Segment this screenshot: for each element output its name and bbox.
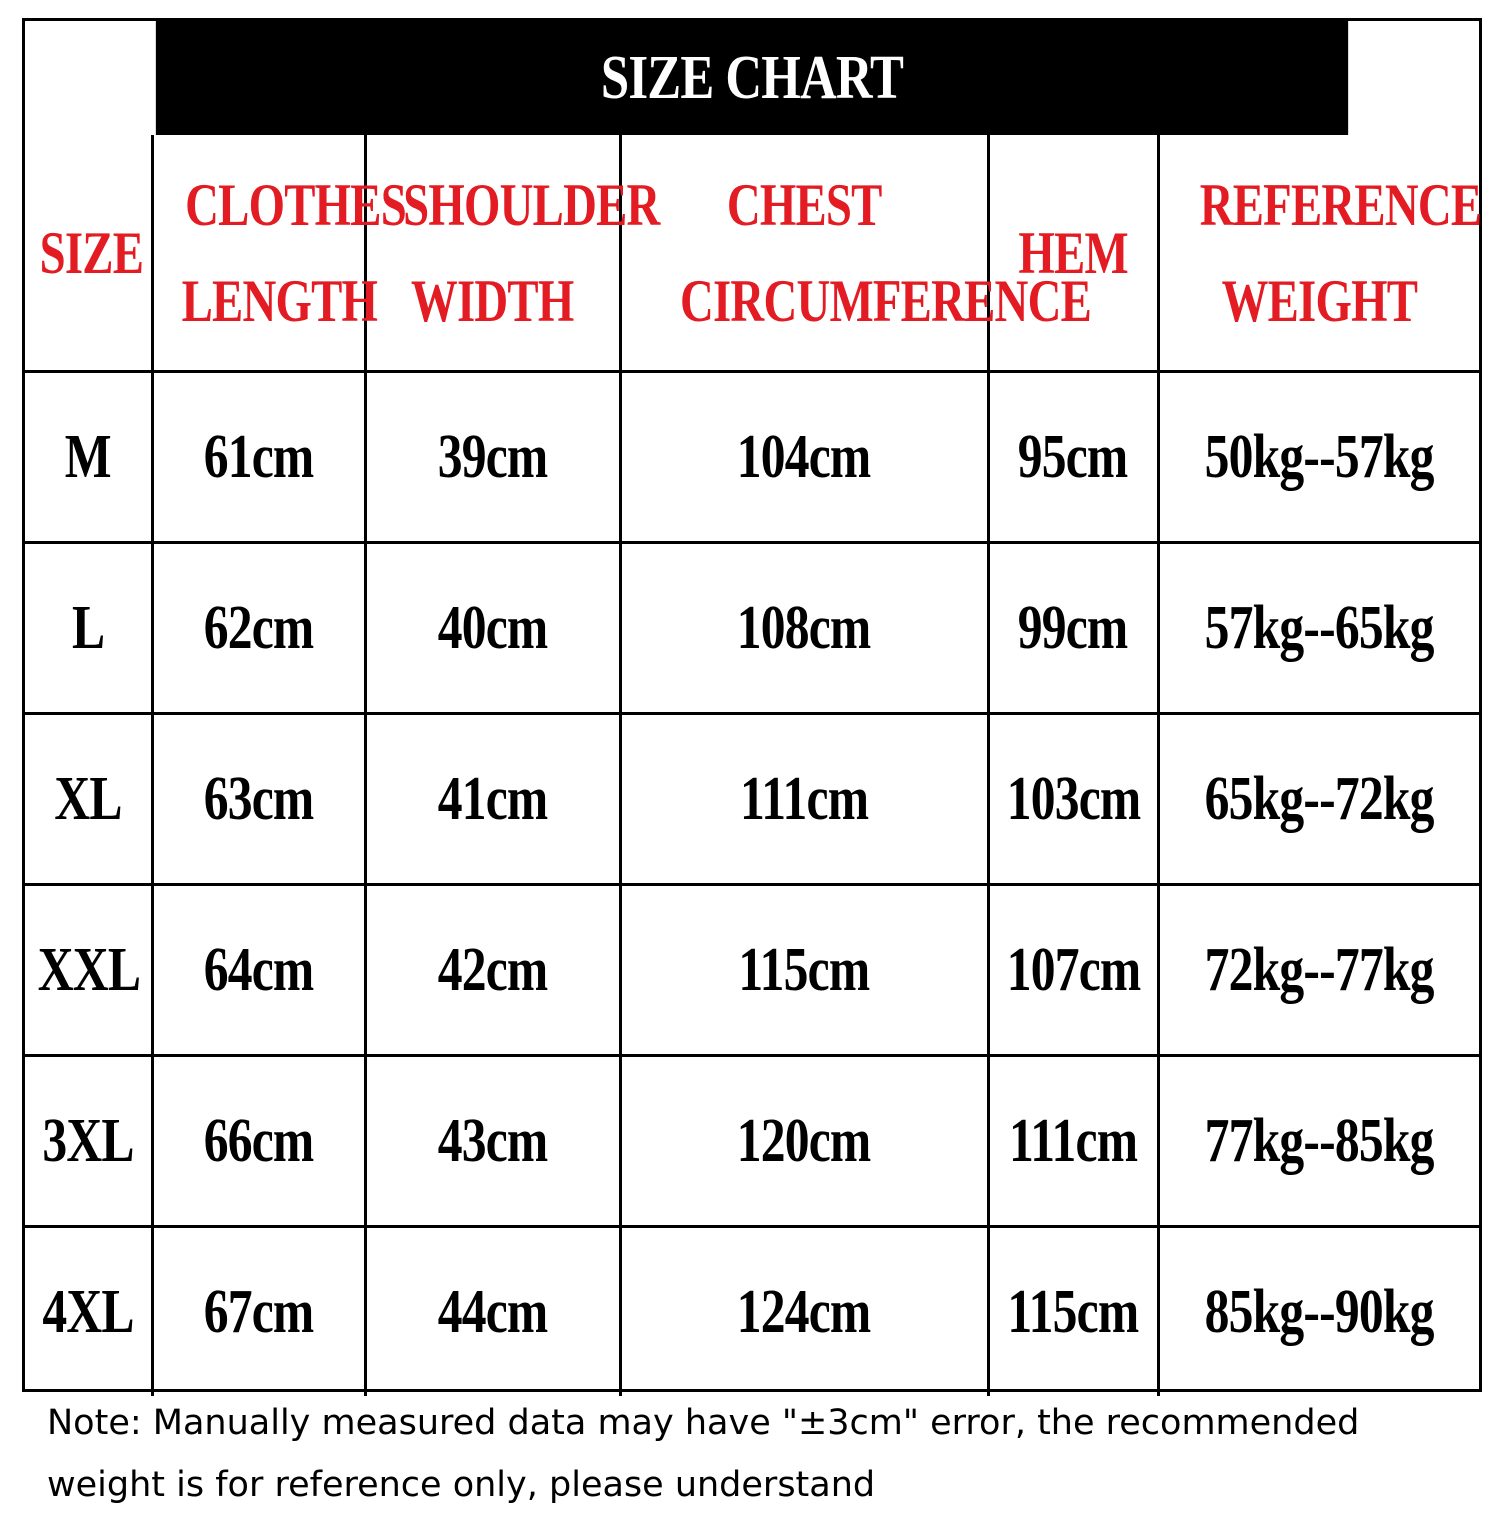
cell-chest-circumference [620,372,988,543]
cell-value: 99cm [1018,593,1128,662]
cell-value: 115cm [1007,1277,1139,1346]
cell-value: 41cm [437,764,548,833]
measurement-note: Note: Manually measured data may have "±3cm" error, the recommended weight is for reference only, please understand [47,1403,1360,1505]
cell-shoulder-width [365,885,620,1056]
cell-clothes-length [152,1056,365,1227]
cell-chest-circumference [620,714,988,885]
cell-clothes-length [152,372,365,543]
cell-value: 65kg--72kg [1204,764,1434,833]
cell-size [25,1056,152,1227]
cell-value: 57kg--65kg [1204,593,1434,662]
cell-value: 77kg--85kg [1204,1106,1434,1175]
header-label-line2: WIDTH [411,267,574,334]
cell-value: 72kg--77kg [1204,935,1434,1004]
cell-reference-weight [1158,885,1479,1056]
cell-value: 85kg--90kg [1204,1277,1434,1346]
header-label-line2: CIRCUMFERENCE [679,267,1091,334]
cell-hem [988,1056,1158,1227]
cell-shoulder-width [365,543,620,714]
cell-hem [988,885,1158,1056]
header-cell-shoulder-width [365,135,660,372]
cell-shoulder-width [365,1227,620,1397]
header-label-line1: SIZE [39,219,144,286]
cell-clothes-length [152,885,365,1056]
cell-reference-weight [1158,1056,1479,1227]
cell-size [25,885,152,1056]
table-row [25,1227,1479,1397]
cell-value: 39cm [437,422,548,491]
header-label-line1: HEM [1018,219,1128,286]
cell-shoulder-width [365,1056,620,1227]
table-row [25,543,1479,714]
cell-value: 61cm [203,422,314,491]
cell-value: 120cm [737,1106,871,1175]
cell-value: 107cm [1006,935,1140,1004]
cell-value: 4XL [42,1277,134,1346]
header-label-line2: WEIGHT [1221,267,1418,334]
cell-value: 108cm [737,593,871,662]
cell-value: XXL [37,935,141,1004]
header-cell-size [25,135,152,372]
cell-value: 3XL [42,1106,134,1175]
cell-hem [988,372,1158,543]
cell-size [25,1227,152,1397]
header-cell-clothes-length [152,135,406,372]
cell-chest-circumference [620,1227,988,1397]
cell-reference-weight [1158,714,1479,885]
cell-chest-circumference [620,1056,988,1227]
cell-value: 64cm [203,935,314,1004]
header-label-line1: REFERENCE [1199,171,1481,238]
cell-hem [988,714,1158,885]
cell-value: 124cm [737,1277,871,1346]
size-chart [22,18,1482,1392]
cell-size [25,714,152,885]
cell-value: 104cm [737,422,871,491]
header-label-line2: LENGTH [181,267,377,334]
cell-hem [988,1227,1158,1397]
cell-value: L [71,593,104,662]
header-cell-reference-weight [1158,135,1479,372]
table-row [25,1056,1479,1227]
cell-value: 40cm [437,593,548,662]
header-label-line1: CLOTHES [184,171,406,238]
header-row [25,135,1479,372]
cell-reference-weight [1158,543,1479,714]
cell-clothes-length [152,543,365,714]
cell-reference-weight [1158,372,1479,543]
header-label-line1: SHOULDER [402,171,660,238]
header-label-line1: CHEST [726,171,882,238]
table-row [25,885,1479,1056]
cell-size [25,543,152,714]
cell-value: 95cm [1018,422,1128,491]
cell-value: 66cm [203,1106,314,1175]
cell-clothes-length [152,714,365,885]
cell-value: 111cm [739,764,869,833]
size-chart-title: SIZE CHART [156,21,1348,135]
cell-value: 43cm [437,1106,548,1175]
cell-value: 50kg--57kg [1204,422,1434,491]
cell-value: 115cm [738,935,870,1004]
cell-reference-weight [1158,1227,1479,1397]
cell-value: 67cm [203,1277,314,1346]
size-table [25,135,1479,1396]
cell-value: 62cm [203,593,314,662]
cell-shoulder-width [365,714,620,885]
cell-value: M [64,422,111,491]
table-row [25,372,1479,543]
cell-shoulder-width [365,372,620,543]
cell-value: 103cm [1006,764,1140,833]
cell-chest-circumference [620,543,988,714]
cell-chest-circumference [620,885,988,1056]
table-row [25,714,1479,885]
cell-clothes-length [152,1227,365,1397]
cell-value: 111cm [1008,1106,1138,1175]
cell-value: 44cm [437,1277,548,1346]
cell-value: 63cm [203,764,314,833]
cell-value: 42cm [437,935,548,1004]
cell-value: XL [54,764,122,833]
cell-hem [988,543,1158,714]
cell-size [25,372,152,543]
